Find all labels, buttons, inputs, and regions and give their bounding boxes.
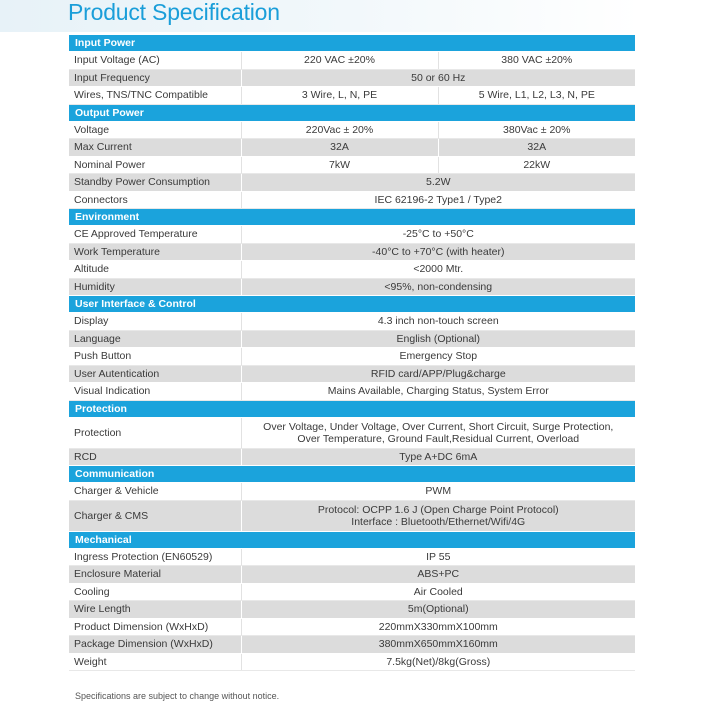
section-header	[69, 35, 635, 52]
spec-value-single-phase: 7kW	[241, 156, 438, 174]
spec-label: Ingress Protection (EN60529)	[69, 548, 241, 566]
spec-row	[69, 87, 635, 105]
spec-label: Wires, TNS/TNC Compatible	[69, 87, 241, 105]
spec-value-single-phase: 220 VAC ±20%	[241, 52, 438, 70]
spec-label: Input Frequency	[69, 69, 241, 87]
spec-row	[69, 601, 635, 619]
spec-row	[69, 348, 635, 366]
spec-value: Air Cooled	[241, 583, 635, 601]
section-header	[69, 209, 635, 226]
spec-row	[69, 566, 635, 584]
spec-value: PWM	[241, 483, 635, 501]
spec-row	[69, 69, 635, 87]
spec-value-three-phase: 5 Wire, L1, L2, L3, N, PE	[438, 87, 635, 105]
spec-row	[69, 653, 635, 671]
spec-value: <95%, non-condensing	[241, 278, 635, 296]
section-title: Input Power	[69, 35, 635, 52]
spec-value-three-phase: 22kW	[438, 156, 635, 174]
spec-label: Enclosure Material	[69, 566, 241, 584]
spec-label: Max Current	[69, 139, 241, 157]
spec-value: Emergency Stop	[241, 348, 635, 366]
spec-label: Work Temperature	[69, 243, 241, 261]
spec-value: 5m(Optional)	[241, 601, 635, 619]
spec-value: 7.5kg(Net)/8kg(Gross)	[241, 653, 635, 671]
spec-row	[69, 278, 635, 296]
spec-value: Over Voltage, Under Voltage, Over Current, Short Circuit, Surge Protection, Over Temperature, Ground Fault,Residual Current, Overload	[241, 417, 635, 448]
spec-row	[69, 243, 635, 261]
spec-row	[69, 583, 635, 601]
spec-row	[69, 313, 635, 331]
spec-value: 4.3 inch non-touch screen	[241, 313, 635, 331]
section-header	[69, 531, 635, 548]
spec-value-three-phase: 32A	[438, 139, 635, 157]
spec-label: Language	[69, 330, 241, 348]
spec-label: Wire Length	[69, 601, 241, 619]
spec-label: User Autentication	[69, 365, 241, 383]
spec-label: Visual Indication	[69, 383, 241, 401]
spec-value: Type A+DC 6mA	[241, 448, 635, 466]
spec-row	[69, 383, 635, 401]
section-title: Output Power	[69, 104, 635, 121]
spec-label: Display	[69, 313, 241, 331]
spec-row	[69, 139, 635, 157]
spec-table	[69, 35, 635, 671]
spec-row	[69, 330, 635, 348]
spec-row	[69, 226, 635, 244]
spec-label: Protection	[69, 417, 241, 448]
section-header	[69, 296, 635, 313]
spec-value-single-phase: 32A	[241, 139, 438, 157]
spec-value-single-phase: 3 Wire, L, N, PE	[241, 87, 438, 105]
spec-value: Mains Available, Charging Status, System Error	[241, 383, 635, 401]
footer-note: Specifications are subject to change without notice.	[75, 691, 280, 701]
spec-value: IP 55	[241, 548, 635, 566]
section-title: Communication	[69, 466, 635, 483]
section-title: Environment	[69, 209, 635, 226]
spec-value-three-phase: 380Vac ± 20%	[438, 121, 635, 139]
spec-row	[69, 483, 635, 501]
spec-value: <2000 Mtr.	[241, 261, 635, 279]
spec-value: 380mmX650mmX160mm	[241, 636, 635, 654]
spec-label: Connectors	[69, 191, 241, 209]
spec-label: Product Dimension (WxHxD)	[69, 618, 241, 636]
spec-row	[69, 618, 635, 636]
spec-label: CE Approved Temperature	[69, 226, 241, 244]
spec-label: Altitude	[69, 261, 241, 279]
spec-label: RCD	[69, 448, 241, 466]
section-header	[69, 400, 635, 417]
section-title: Mechanical	[69, 531, 635, 548]
spec-value: 50 or 60 Hz	[241, 69, 635, 87]
spec-row	[69, 365, 635, 383]
spec-row	[69, 191, 635, 209]
spec-label: Cooling	[69, 583, 241, 601]
spec-value: Protocol: OCPP 1.6 J (Open Charge Point Protocol) Interface : Bluetooth/Ethernet/Wifi/4G	[241, 500, 635, 531]
spec-value: 220mmX330mmX100mm	[241, 618, 635, 636]
section-title: Protection	[69, 400, 635, 417]
spec-value: RFID card/APP/Plug&charge	[241, 365, 635, 383]
spec-row	[69, 174, 635, 192]
spec-value: IEC 62196-2 Type1 / Type2	[241, 191, 635, 209]
spec-label: Push Button	[69, 348, 241, 366]
spec-label: Humidity	[69, 278, 241, 296]
spec-label: Weight	[69, 653, 241, 671]
spec-label: Charger & CMS	[69, 500, 241, 531]
spec-value: 5.2W	[241, 174, 635, 192]
spec-value: English (Optional)	[241, 330, 635, 348]
section-title: User Interface & Control	[69, 296, 635, 313]
spec-label: Input Voltage (AC)	[69, 52, 241, 70]
spec-label: Package Dimension (WxHxD)	[69, 636, 241, 654]
spec-row	[69, 500, 635, 531]
spec-row	[69, 261, 635, 279]
spec-value: ABS+PC	[241, 566, 635, 584]
spec-row	[69, 156, 635, 174]
spec-label: Charger & Vehicle	[69, 483, 241, 501]
spec-value-three-phase: 380 VAC ±20%	[438, 52, 635, 70]
spec-row	[69, 52, 635, 70]
spec-row	[69, 417, 635, 448]
spec-label: Voltage	[69, 121, 241, 139]
section-header	[69, 466, 635, 483]
spec-row	[69, 548, 635, 566]
spec-value-single-phase: 220Vac ± 20%	[241, 121, 438, 139]
spec-row	[69, 636, 635, 654]
spec-row	[69, 121, 635, 139]
spec-value: -40°C to +70°C (with heater)	[241, 243, 635, 261]
spec-label: Nominal Power	[69, 156, 241, 174]
page-title: Product Specification	[68, 0, 280, 25]
section-header	[69, 104, 635, 121]
spec-row	[69, 448, 635, 466]
spec-label: Standby Power Consumption	[69, 174, 241, 192]
spec-value: -25°C to +50°C	[241, 226, 635, 244]
